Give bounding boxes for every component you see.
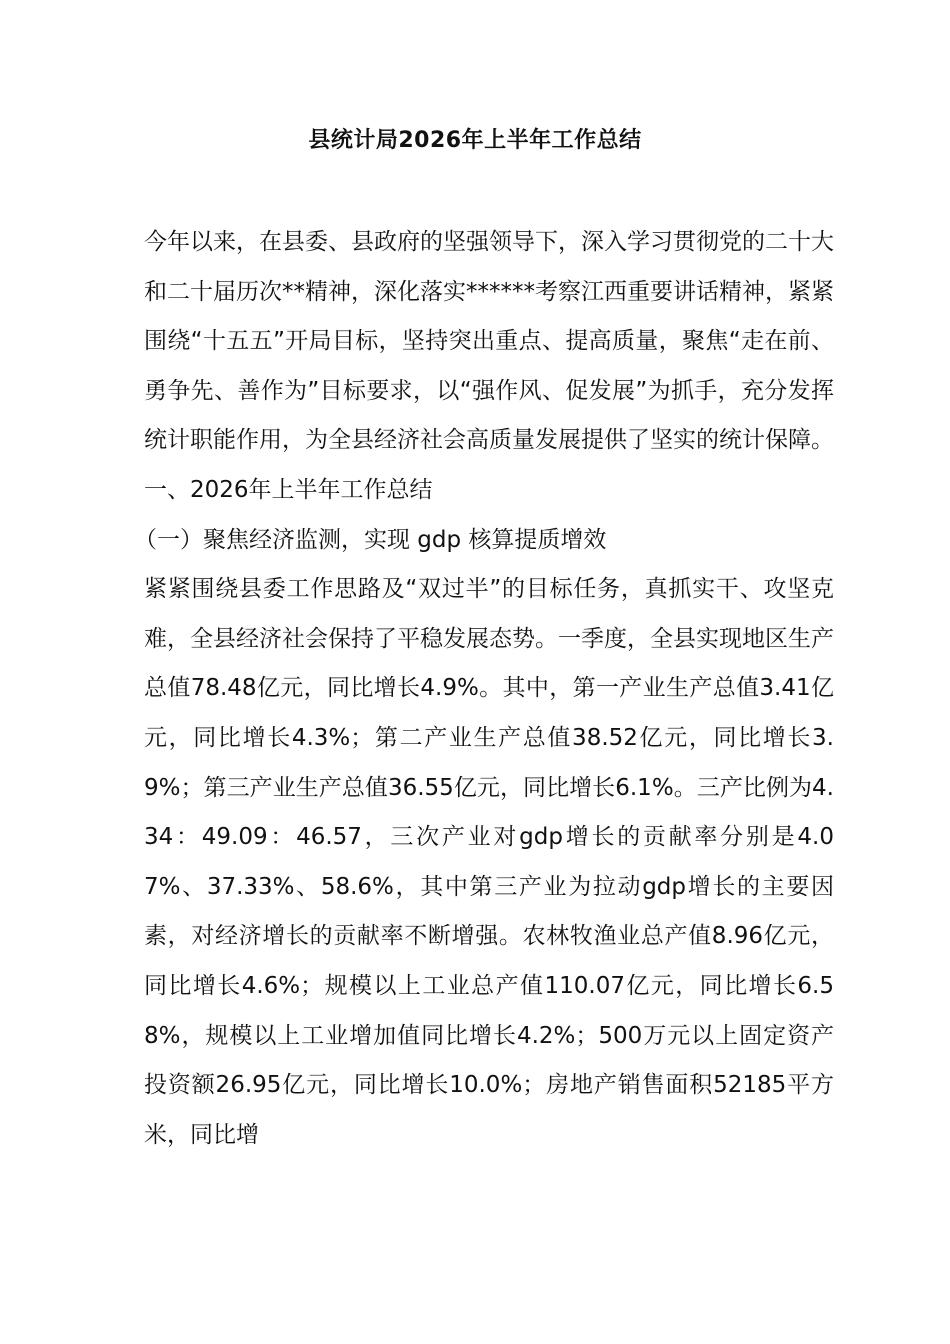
section-heading: 一、2026年上半年工作总结 [144, 476, 433, 503]
subsection-heading: （一）聚焦经济监测，实现 gdp 核算提质增效 [134, 526, 607, 553]
document-body [134, 218, 834, 1160]
body-paragraph: 紧紧围绕县委工作思路及“双过半”的目标任务，真抓实干、攻坚克难，全县经济社会保持了平稳发展态势。一季度，全县实现地区生产总值78.48亿元，同比增长4.9%。其中，第一产业生产总值3.41亿元，同比增长4.3%；第二产业生产总值38.52亿元，同比增长3.9%；第三产业生产总值36.55亿元，同比增长6.1%。三产比例为4.34：49.09：46.57，三次产业对gdp增长的贡献率分别是4.07%、37.33%、58.6%，其中第三产业为拉动gdp增长的主要因素，对经济增长的贡献率不断增强。农林牧渔业总产值8.96亿元，同比增长4.6%；规模以上工业总产值110.07亿元，同比增长6.58%，规模以上工业增加值同比增长4.2%；500万元以上固定资产投资额26.95亿元，同比增长10.0%；房地产销售面积52185平方米，同比增 [144, 576, 834, 1148]
document-title: 县统计局2026年上半年工作总结 [308, 128, 642, 153]
intro-paragraph: 今年以来，在县委、县政府的坚强领导下，深入学习贯彻党的二十大和二十届历次**精神，深化落实******考察江西重要讲话精神，紧紧围绕“十五五”开局目标，坚持突出重点、提高质量，聚焦“走在前、勇争先、善作为”目标要求，以“强作风、促发展”为抓手，充分发挥统计职能作用，为全县经济社会高质量发展提供了坚实的统计保障。 [144, 229, 834, 454]
